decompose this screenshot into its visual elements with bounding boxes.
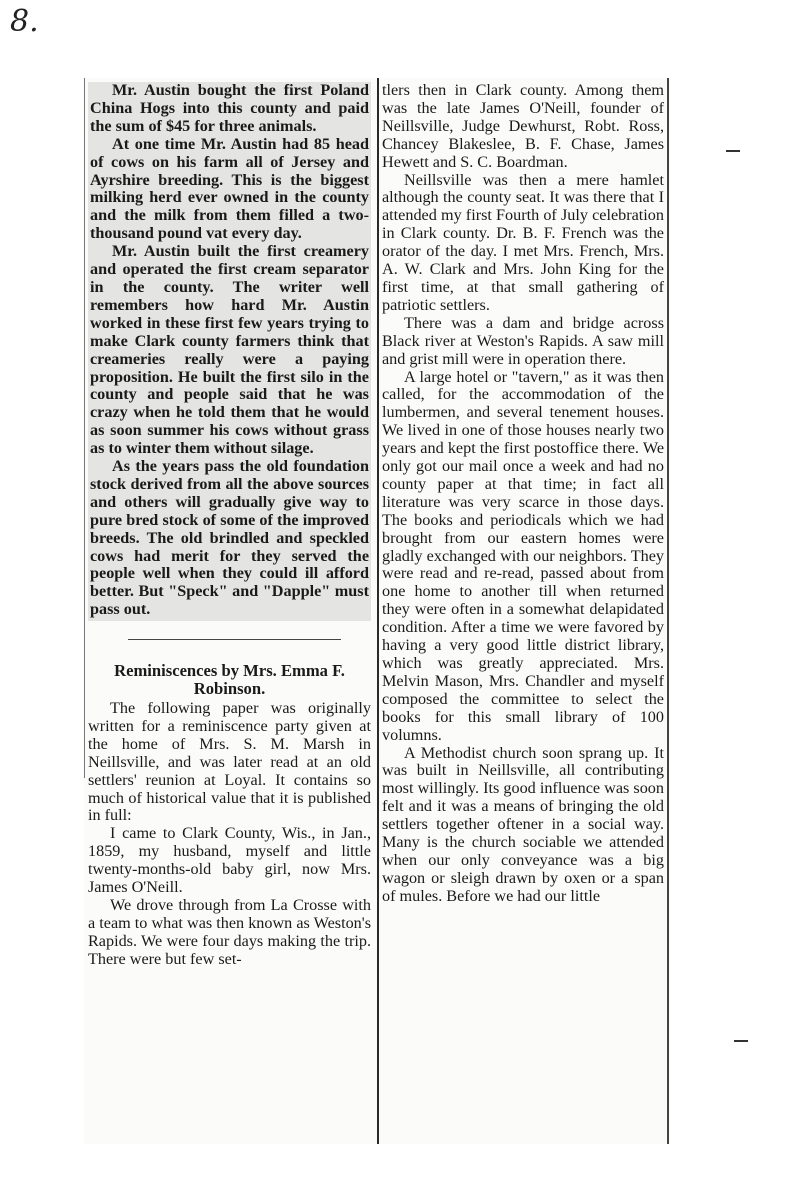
article-paragraph: Neillsville was then a mere hamlet although the county seat. It was there that I attended my first Fourth of July celebration in Clark county. Dr. B. F. French was the orator of the day. I met Mrs. French, Mrs. A. W. Clark and Mrs. John King for the first time, at that small gathering of patriotic settlers.: [382, 170, 664, 314]
right-column: [382, 82, 664, 906]
article-paragraph: As the years pass the old foundation stock derived from all the above sources and others will gradually give way to pure bred stock of some of the improved breeds. The old brindled and speckled cows had merit for they served the people well when they could ill afford better. But "Speck" and "Dapple" must pass out.: [90, 457, 369, 619]
page-number: 8.: [10, 4, 39, 39]
article-paragraph: Mr. Austin built the first creamery and operated the first cream separator in the county. The writer well remembers how hard Mr. Austin worked in these first few years trying to make Clark county farmers think that creameries really were a paying proposition. He built the first silo in the county and people said that he was crazy when he told them that he would as soon summer his cows without grass as to winter them without silage.: [90, 242, 369, 458]
article-paragraph: There was a dam and bridge across Black river at Weston's Rapids. A saw mill and grist mill were in operation there.: [382, 313, 664, 368]
newspaper-clipping: [84, 78, 670, 1144]
article-paragraph: I came to Clark County, Wis., in Jan., 1859, my husband, myself and little twenty-months-old baby girl, now Mrs. James O'Neill.: [88, 824, 371, 897]
article-paragraph: A Methodist church soon sprang up. It was built in Neillsville, all contributing most willingly. Its good influence was soon felt and it was a means of bringing the old settlers together oftener in a social way. Many is the church sociable we attended when our only conveyance was a big wagon or sleigh drawn by oxen or a span of mules. Before we had our little: [382, 743, 664, 905]
article-paragraph: The following paper was originally written for a reminiscence party given at the home of Mrs. S. M. Marsh in Neillsville, and was later read at an old settlers' reunion at Loyal. It contains so much of historical value that it is published in full:: [88, 699, 371, 825]
article-heading: [88, 662, 371, 698]
margin-mark: [726, 150, 740, 152]
article-paragraph: We drove through from La Crosse with a team to what was then known as Weston's Rapids. We were four days making the trip. There were but few set-: [88, 895, 371, 968]
margin-mark: [734, 1040, 748, 1042]
clipping-right-edge: [667, 78, 669, 1144]
austin-article-continuation: [88, 82, 371, 621]
left-column: [88, 82, 371, 969]
clipping-left-edge: [84, 78, 85, 778]
column-divider: [377, 78, 379, 1144]
article-paragraph: Mr. Austin bought the first Poland China Hogs into this county and paid the sum of $45 for three animals.: [90, 81, 369, 135]
heading-line: Reminiscences by Mrs. Emma F.: [114, 661, 345, 681]
article-paragraph: At one time Mr. Austin had 85 head of cows on his farm all of Jersey and Ayrshire breeding. This is the biggest milking herd ever owned in the county and the milk from them filled a two-thousand pound vat every day.: [90, 134, 369, 243]
article-paragraph: tlers then in Clark county. Among them was the late James O'Neill, founder of Neillsville, Judge Dewhurst, Robt. Ross, Chancey Blakeslee, B. F. Chase, James Hewett and S. C. Boardman.: [382, 81, 664, 171]
article-separator-rule: [128, 639, 341, 640]
article-paragraph: A large hotel or "tavern," as it was then called, for the accommodation of the lumbermen, and several tenement houses. We lived in one of those houses nearly two years and kept the first postoffice there. We only got our mail once a week and had no county paper at that time; in fact all literature was very scarce in those days. The books and periodicals which we had brought from our eastern homes were gladly exchanged with our neighbors. They were read and re-read, passed about from one home to another till when returned they were often in a somewhat delapidated condition. After a time we were favored by having a very good little district library, which was greatly appreciated. Mrs. Melvin Mason, Mrs. Chandler and myself composed the committee to select the books for this small library of 100 volumns.: [382, 367, 664, 744]
heading-line: Robinson.: [193, 679, 266, 699]
